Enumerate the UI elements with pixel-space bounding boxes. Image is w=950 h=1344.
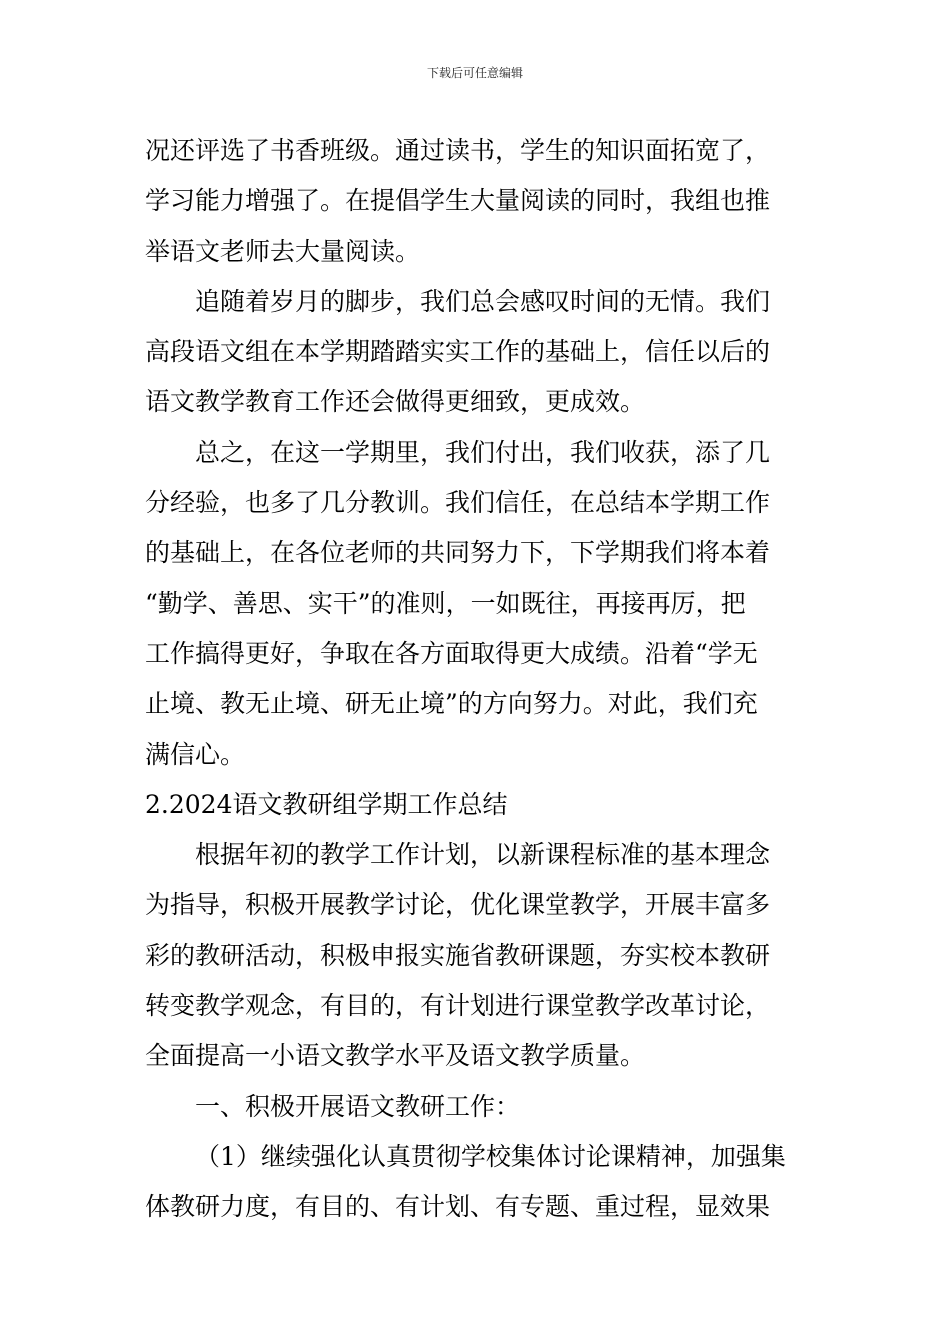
text-line: 举语文老师去大量阅读。: [145, 236, 421, 266]
text-line: 为指导，积极开展教学讨论，优化课堂教学，开展丰富多: [145, 890, 771, 920]
text-line: 高段语文组在本学期踏踏实实工作的基础上，信任以后的: [145, 337, 771, 367]
paragraph-time-reflection: [145, 277, 810, 428]
text-line: 分经验，也多了几分教训。我们信任，在总结本学期工作: [145, 488, 771, 518]
text-line: 工作搞得更好，争取在各方面取得更大成绩。沿着“学无: [145, 638, 758, 668]
text-line: 根据年初的教学工作计划，以新课程标准的基本理念: [195, 840, 771, 870]
text-line: 转变教学观念，有目的，有计划进行课堂教学改革讨论，: [145, 991, 771, 1021]
section-heading: [145, 780, 810, 830]
section-title: 2.2024语文教研组学期工作总结: [145, 789, 508, 819]
subsection-heading: [145, 1082, 810, 1132]
paragraph-item-1: [145, 1132, 810, 1233]
paragraph-introduction: [145, 830, 810, 1081]
text-line: 止境、教无止境、研无止境”的方向努力。对此，我们充: [145, 689, 758, 719]
text-line: 追随着岁月的脚步，我们总会感叹时间的无情。我们: [195, 286, 771, 316]
page-header: 下载后可任意编辑: [426, 66, 523, 80]
subsection-title: 一、积极开展语文教研工作：: [195, 1091, 521, 1121]
text-line: 总之，在这一学期里，我们付出，我们收获，添了几: [195, 437, 771, 467]
text-line: 全面提高一小语文教学水平及语文教学质量。: [145, 1041, 646, 1071]
paragraph-conclusion: [145, 428, 810, 780]
document-body: [145, 126, 810, 1233]
text-line: 彩的教研活动，积极申报实施省教研课题，夯实校本教研: [145, 940, 771, 970]
text-line: “勤学、善思、实干”的准则，一如既往，再接再厉，把: [145, 588, 746, 618]
text-line: 况还评选了书香班级。通过读书，学生的知识面拓宽了，: [145, 136, 771, 165]
text-line: （1）继续强化认真贯彻学校集体讨论课精神，加强集: [195, 1141, 786, 1171]
text-line: 学习能力增强了。在提倡学生大量阅读的同时，我组也推: [145, 186, 771, 216]
text-line: 体教研力度，有目的、有计划、有专题、重过程，显效果: [145, 1192, 771, 1222]
text-line: 语文教学教育工作还会做得更细致，更成效。: [145, 387, 646, 417]
text-line: 的基础上，在各位老师的共同努力下，下学期我们将本着: [145, 538, 771, 568]
paragraph-reading-summary: [145, 126, 810, 277]
text-line: 满信心。: [145, 739, 246, 769]
